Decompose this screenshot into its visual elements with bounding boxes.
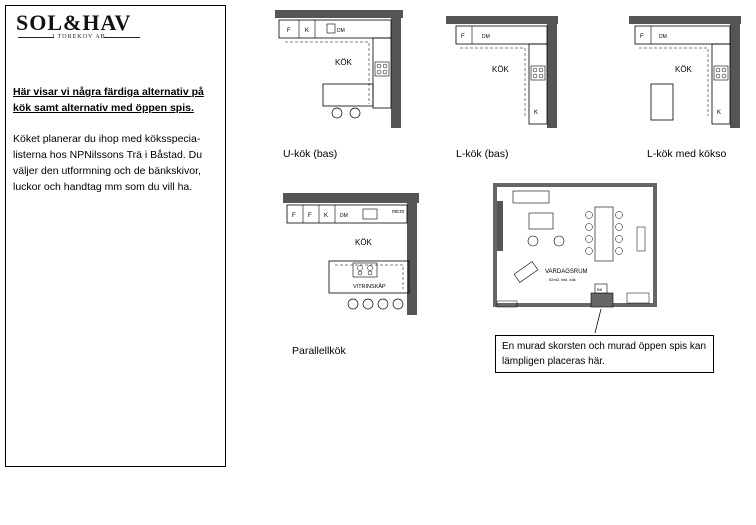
- fireplace-location: [591, 293, 613, 307]
- room-label: KÖK: [675, 65, 692, 74]
- l-kok-floorplan: [446, 16, 558, 128]
- armchair: [554, 236, 564, 246]
- wall: [446, 16, 558, 24]
- bar-stool: [350, 108, 360, 118]
- u-kok-floorplan: [275, 10, 403, 128]
- armchair: [528, 236, 538, 246]
- wall-unit: [497, 201, 503, 251]
- room-label: VARDAGSRUM: [545, 269, 588, 275]
- cabinet-label: K: [324, 213, 329, 219]
- sofa: [513, 191, 549, 203]
- dishwasher-label: DM: [659, 34, 667, 40]
- bar-stool: [332, 108, 342, 118]
- wall: [629, 16, 741, 24]
- stove: [375, 62, 389, 76]
- fridge-label: F: [640, 34, 644, 40]
- fireplace-label: BK: [597, 287, 603, 292]
- parallellkok-caption: Parallellkök: [292, 345, 346, 357]
- room-label: KÖK: [335, 58, 352, 67]
- wall: [493, 183, 657, 187]
- wall: [653, 183, 657, 307]
- sideboard: [637, 227, 645, 251]
- coffee-table: [529, 213, 553, 229]
- dining-table: [595, 207, 613, 261]
- intro-heading: Här visar vi några färdiga alternativ på kök samt alternativ med öppen spis.: [13, 86, 204, 114]
- room-area: 52m2, inkl. kök: [549, 277, 576, 282]
- room-label: KÖK: [492, 65, 509, 74]
- chaise-lounge: [514, 262, 538, 283]
- wall: [391, 10, 401, 128]
- callout-leader-line: [595, 309, 601, 333]
- room-label: KÖK: [355, 238, 372, 247]
- u-kok-caption: U-kök (bas): [283, 148, 338, 160]
- parallellkok-floorplan: [283, 193, 419, 315]
- bar-stool: [378, 299, 388, 309]
- patio-door: [627, 293, 649, 303]
- freezer-label: K: [717, 110, 722, 116]
- wall: [547, 16, 557, 128]
- freezer-label: K: [305, 28, 310, 34]
- counter-top: [456, 26, 547, 44]
- wall: [283, 193, 419, 203]
- fridge-label: F: [287, 28, 291, 34]
- fridge-label: F: [292, 213, 296, 219]
- freezer-label: F: [308, 213, 312, 219]
- wall: [407, 193, 417, 315]
- sink: [327, 24, 335, 33]
- l-kok-caption: L-kök (bas): [456, 148, 509, 160]
- logo-subtitle: I TOREKOV AB: [52, 34, 106, 40]
- wall: [730, 16, 740, 128]
- wall: [493, 183, 497, 307]
- counter-side: [373, 38, 391, 108]
- counter-top: [635, 26, 730, 44]
- l-kok-med-kokso-floorplan: [629, 16, 741, 128]
- kitchen-island: [651, 84, 673, 120]
- fridge-label: F: [461, 34, 465, 40]
- wall: [493, 303, 657, 307]
- wall: [275, 10, 403, 18]
- bar-stool: [348, 299, 358, 309]
- vardagsrum-floorplan: [493, 183, 657, 335]
- l-kok-med-kokso-caption: L-kök med kökso: [647, 148, 727, 160]
- bar-stool: [363, 299, 373, 309]
- display-cabinet-label: VITRINSKÅP: [353, 284, 386, 290]
- info-panel: [5, 5, 226, 467]
- bar-stool: [393, 299, 403, 309]
- fireplace-callout: En murad skorsten och murad öppen spis kan lämpligen placeras här.: [495, 335, 714, 373]
- sink: [363, 209, 377, 219]
- dishwasher-label: DM: [340, 213, 348, 219]
- stove: [531, 66, 545, 80]
- freezer-label: K: [534, 110, 539, 116]
- kitchen-island: [323, 84, 373, 106]
- intro-body: Köket planerar du ihop med köksspecia- listerna hos NPNilssons Trä i Båstad. Du väljer den utformning och de bänkskivor, luckor och handtag mm som du vill ha.: [13, 133, 203, 193]
- dishwasher-label: DM: [482, 34, 490, 40]
- microwave-label: micro: [392, 209, 405, 215]
- stove: [714, 66, 728, 80]
- logo-text: SOL&HAV: [16, 10, 132, 35]
- dishwasher-label: DM: [337, 28, 345, 34]
